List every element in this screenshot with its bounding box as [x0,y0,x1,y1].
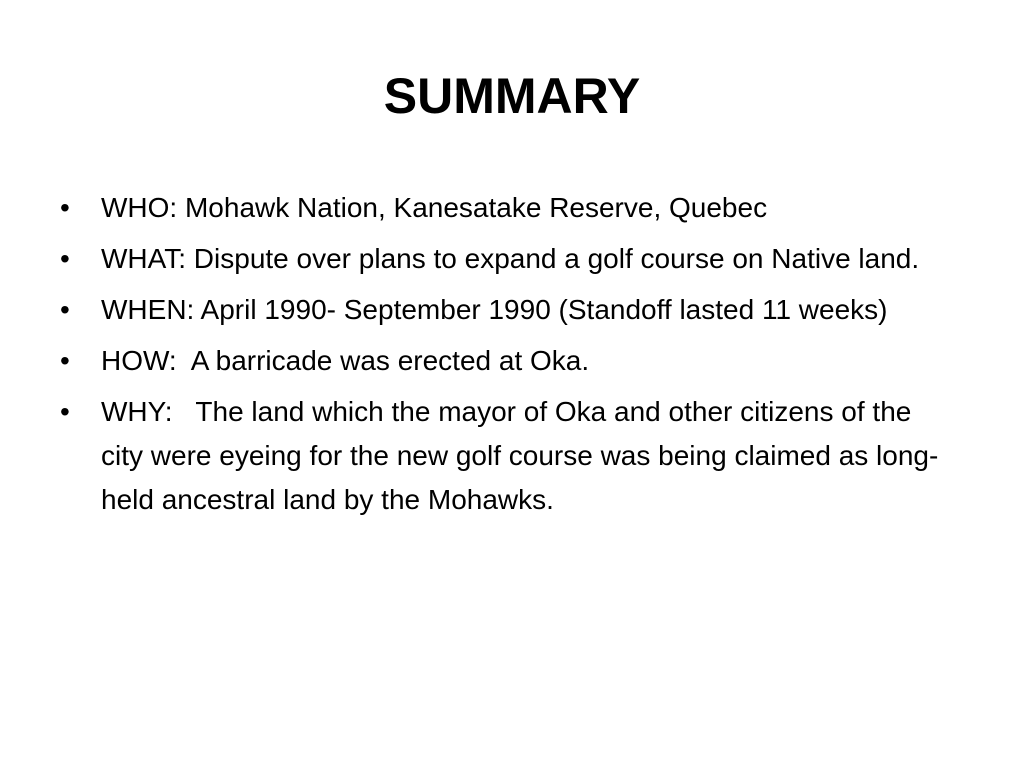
bullet-text: WHY: The land which the mayor of Oka and other citizens of the city were eyeing for the new golf course was being claimed as long-held ancestral land by the Mohawks. [101,396,939,515]
bullet-item-why [56,390,956,522]
bullet-icon: • [60,396,70,427]
bullet-item-what [56,237,956,281]
bullet-icon: • [60,192,70,223]
bullet-item-who [56,186,956,230]
bullet-text: WHO: Mohawk Nation, Kanesatake Reserve, Quebec [101,192,768,223]
slide-title: SUMMARY [383,68,641,124]
bullet-text: WHEN: April 1990- September 1990 (Standoff lasted 11 weeks) [101,294,888,325]
bullet-item-how [56,339,956,383]
bullet-icon: • [60,345,70,376]
bullet-item-when [56,288,956,332]
bullet-text: WHAT: Dispute over plans to expand a golf course on Native land. [101,243,920,274]
bullet-list [56,186,956,529]
bullet-text: HOW: A barricade was erected at Oka. [101,345,590,376]
bullet-icon: • [60,243,70,274]
bullet-icon: • [60,294,70,325]
